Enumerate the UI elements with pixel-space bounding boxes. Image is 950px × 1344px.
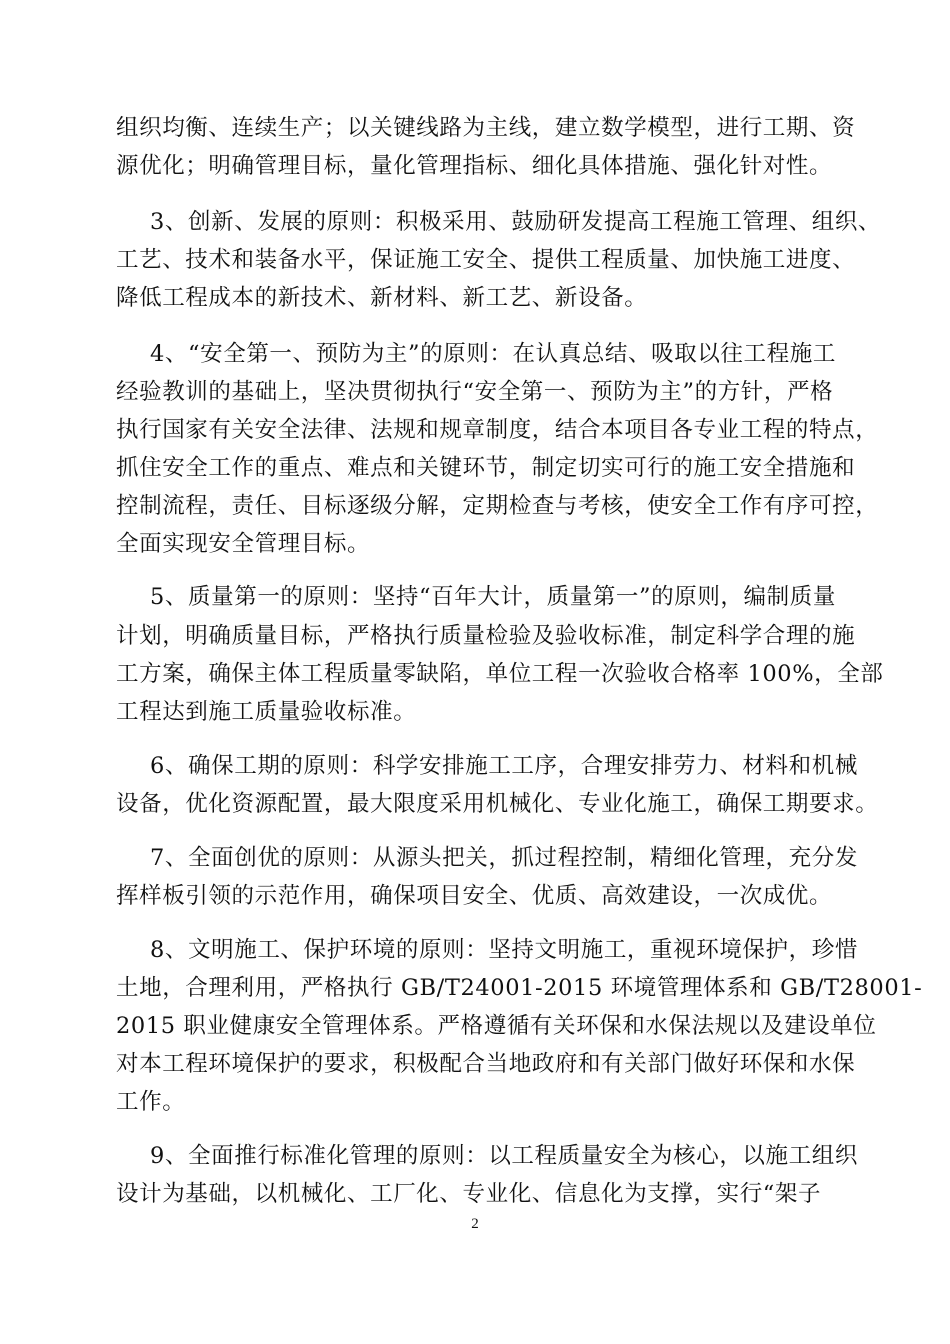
text-line: 3、创新、发展的原则：积极采用、鼓励研发提高工程施工管理、组织、 [150,209,882,235]
text-line: 工程达到施工质量验收标准。 [116,699,417,725]
text-line: 工方案，确保主体工程质量零缺陷，单位工程一次验收合格率 100%，全部 [116,661,884,687]
text-line: 8、文明施工、保护环境的原则：坚持文明施工，重视环境保护，珍惜 [150,937,858,963]
text-line: 设备，优化资源配置，最大限度采用机械化、专业化施工，确保工期要求。 [116,791,879,817]
text-line: 7、全面创优的原则：从源头把关，抓过程控制，精细化管理，充分发 [150,845,858,871]
text-line: 2015 职业健康安全管理体系。严格遵循有关环保和水保法规以及建设单位 [116,1013,877,1039]
text-line: 控制流程，责任、目标逐级分解，定期检查与考核，使安全工作有序可控， [116,493,879,519]
text-line: 降低工程成本的新技术、新材料、新工艺、新设备。 [116,285,648,311]
text-line: 5、质量第一的原则：坚持“百年大计，质量第一”的原则，编制质量 [150,584,836,610]
text-line: 对本工程环境保护的要求，积极配合当地政府和有关部门做好环保和水保 [116,1051,856,1077]
text-line: 设计为基础，以机械化、工厂化、专业化、信息化为支撑，实行“架子 [116,1181,822,1207]
page-number: 2 [471,1216,479,1232]
text-line: 计划，明确质量目标，严格执行质量检验及验收标准，制定科学合理的施 [116,623,856,649]
text-line: 4、“安全第一、预防为主”的原则：在认真总结、吸取以往工程施工 [150,341,836,367]
text-line: 抓住安全工作的重点、难点和关键环节，制定切实可行的施工安全措施和 [116,455,856,481]
text-line: 经验教训的基础上，坚决贯彻执行“安全第一、预防为主”的方针，严格 [116,379,834,405]
text-line: 执行国家有关安全法律、法规和规章制度，结合本项目各专业工程的特点， [116,417,879,443]
text-line: 工艺、技术和装备水平，保证施工安全、提供工程质量、加快施工进度、 [116,247,856,273]
text-line: 源优化；明确管理目标，量化管理指标、细化具体措施、强化针对性。 [116,153,833,179]
text-line: 土地，合理利用，严格执行 GB/T24001-2015 环境管理体系和 GB/T28001- [116,975,923,1001]
text-line: 全面实现安全管理目标。 [116,531,371,557]
text-line: 6、确保工期的原则：科学安排施工工序，合理安排劳力、材料和机械 [150,753,858,779]
text-line: 工作。 [116,1089,186,1115]
text-line: 挥样板引领的示范作用，确保项目安全、优质、高效建设，一次成优。 [116,883,833,909]
text-line: 组织均衡、连续生产；以关键线路为主线，建立数学模型，进行工期、资 [116,115,856,141]
text-line: 9、全面推行标准化管理的原则：以工程质量安全为核心，以施工组织 [150,1143,858,1169]
